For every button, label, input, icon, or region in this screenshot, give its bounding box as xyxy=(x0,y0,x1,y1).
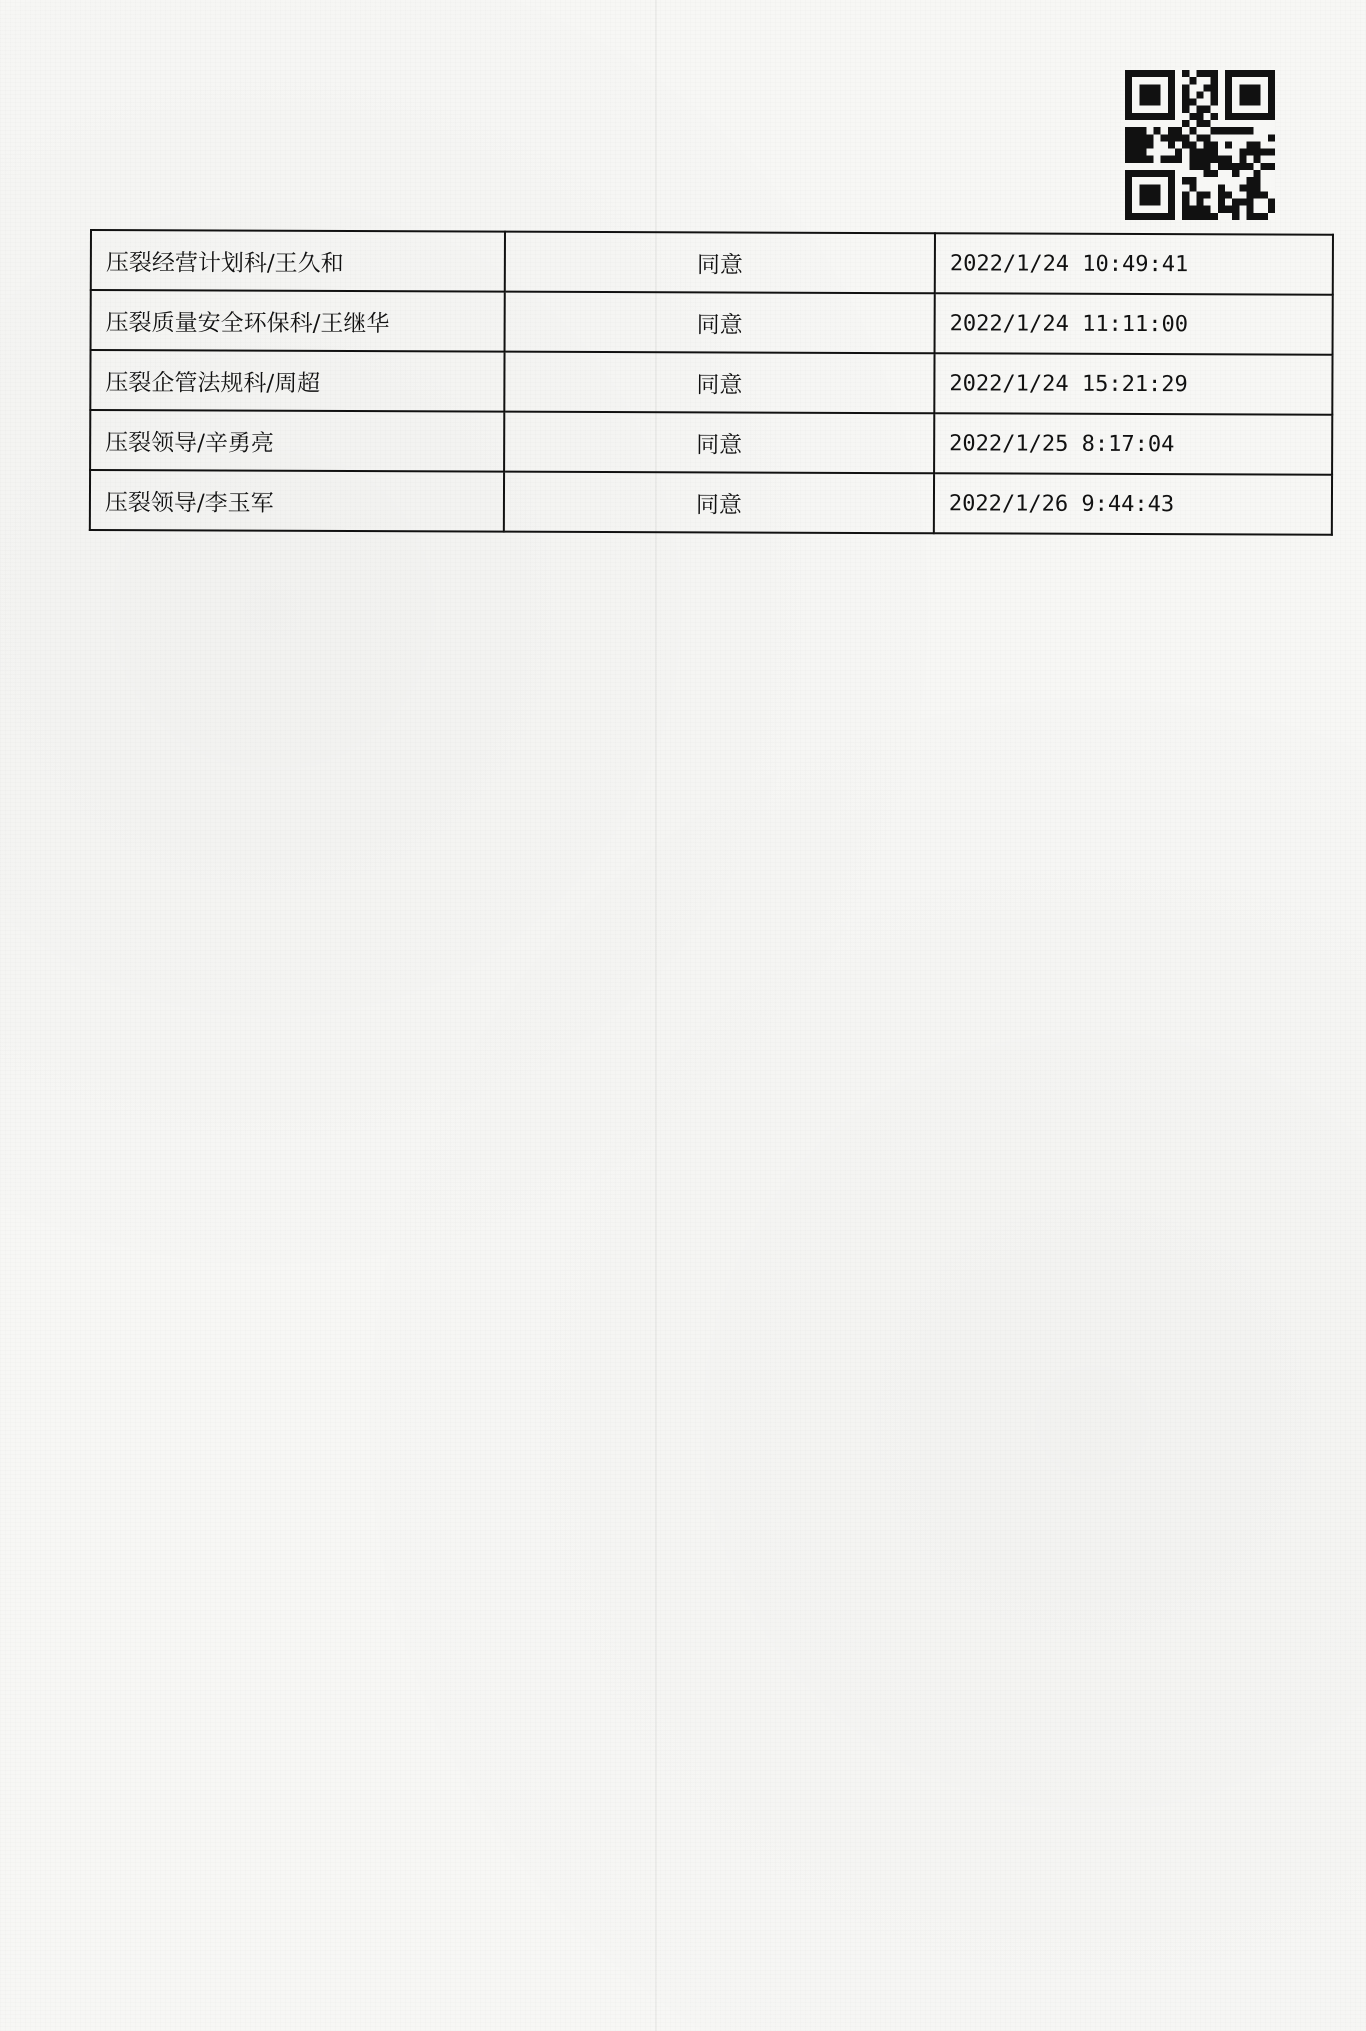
table-row xyxy=(90,350,1332,415)
approver-cell: 压裂经营计划科/王久和 xyxy=(91,230,505,292)
table-row xyxy=(91,290,1333,355)
approval-table xyxy=(89,229,1334,536)
timestamp-cell: 2022/1/24 10:49:41 xyxy=(935,233,1333,295)
table-row xyxy=(90,410,1332,475)
result-cell: 同意 xyxy=(504,412,934,474)
timestamp-cell: 2022/1/25 8:17:04 xyxy=(934,413,1332,475)
result-cell: 同意 xyxy=(504,472,934,534)
approver-cell: 压裂领导/辛勇亮 xyxy=(90,410,504,472)
approver-cell: 压裂领导/李玉军 xyxy=(90,470,504,532)
approver-cell: 压裂质量安全环保科/王继华 xyxy=(91,290,505,352)
approver-cell: 压裂企管法规科/周超 xyxy=(90,350,504,412)
result-cell: 同意 xyxy=(504,352,934,414)
timestamp-cell: 2022/1/26 9:44:43 xyxy=(934,473,1332,535)
qr-code-icon xyxy=(1125,66,1275,224)
result-cell: 同意 xyxy=(505,292,935,354)
table-row xyxy=(91,230,1333,295)
table-row xyxy=(90,470,1332,535)
result-cell: 同意 xyxy=(505,232,935,294)
timestamp-cell: 2022/1/24 15:21:29 xyxy=(934,353,1332,415)
timestamp-cell: 2022/1/24 11:11:00 xyxy=(935,293,1333,355)
